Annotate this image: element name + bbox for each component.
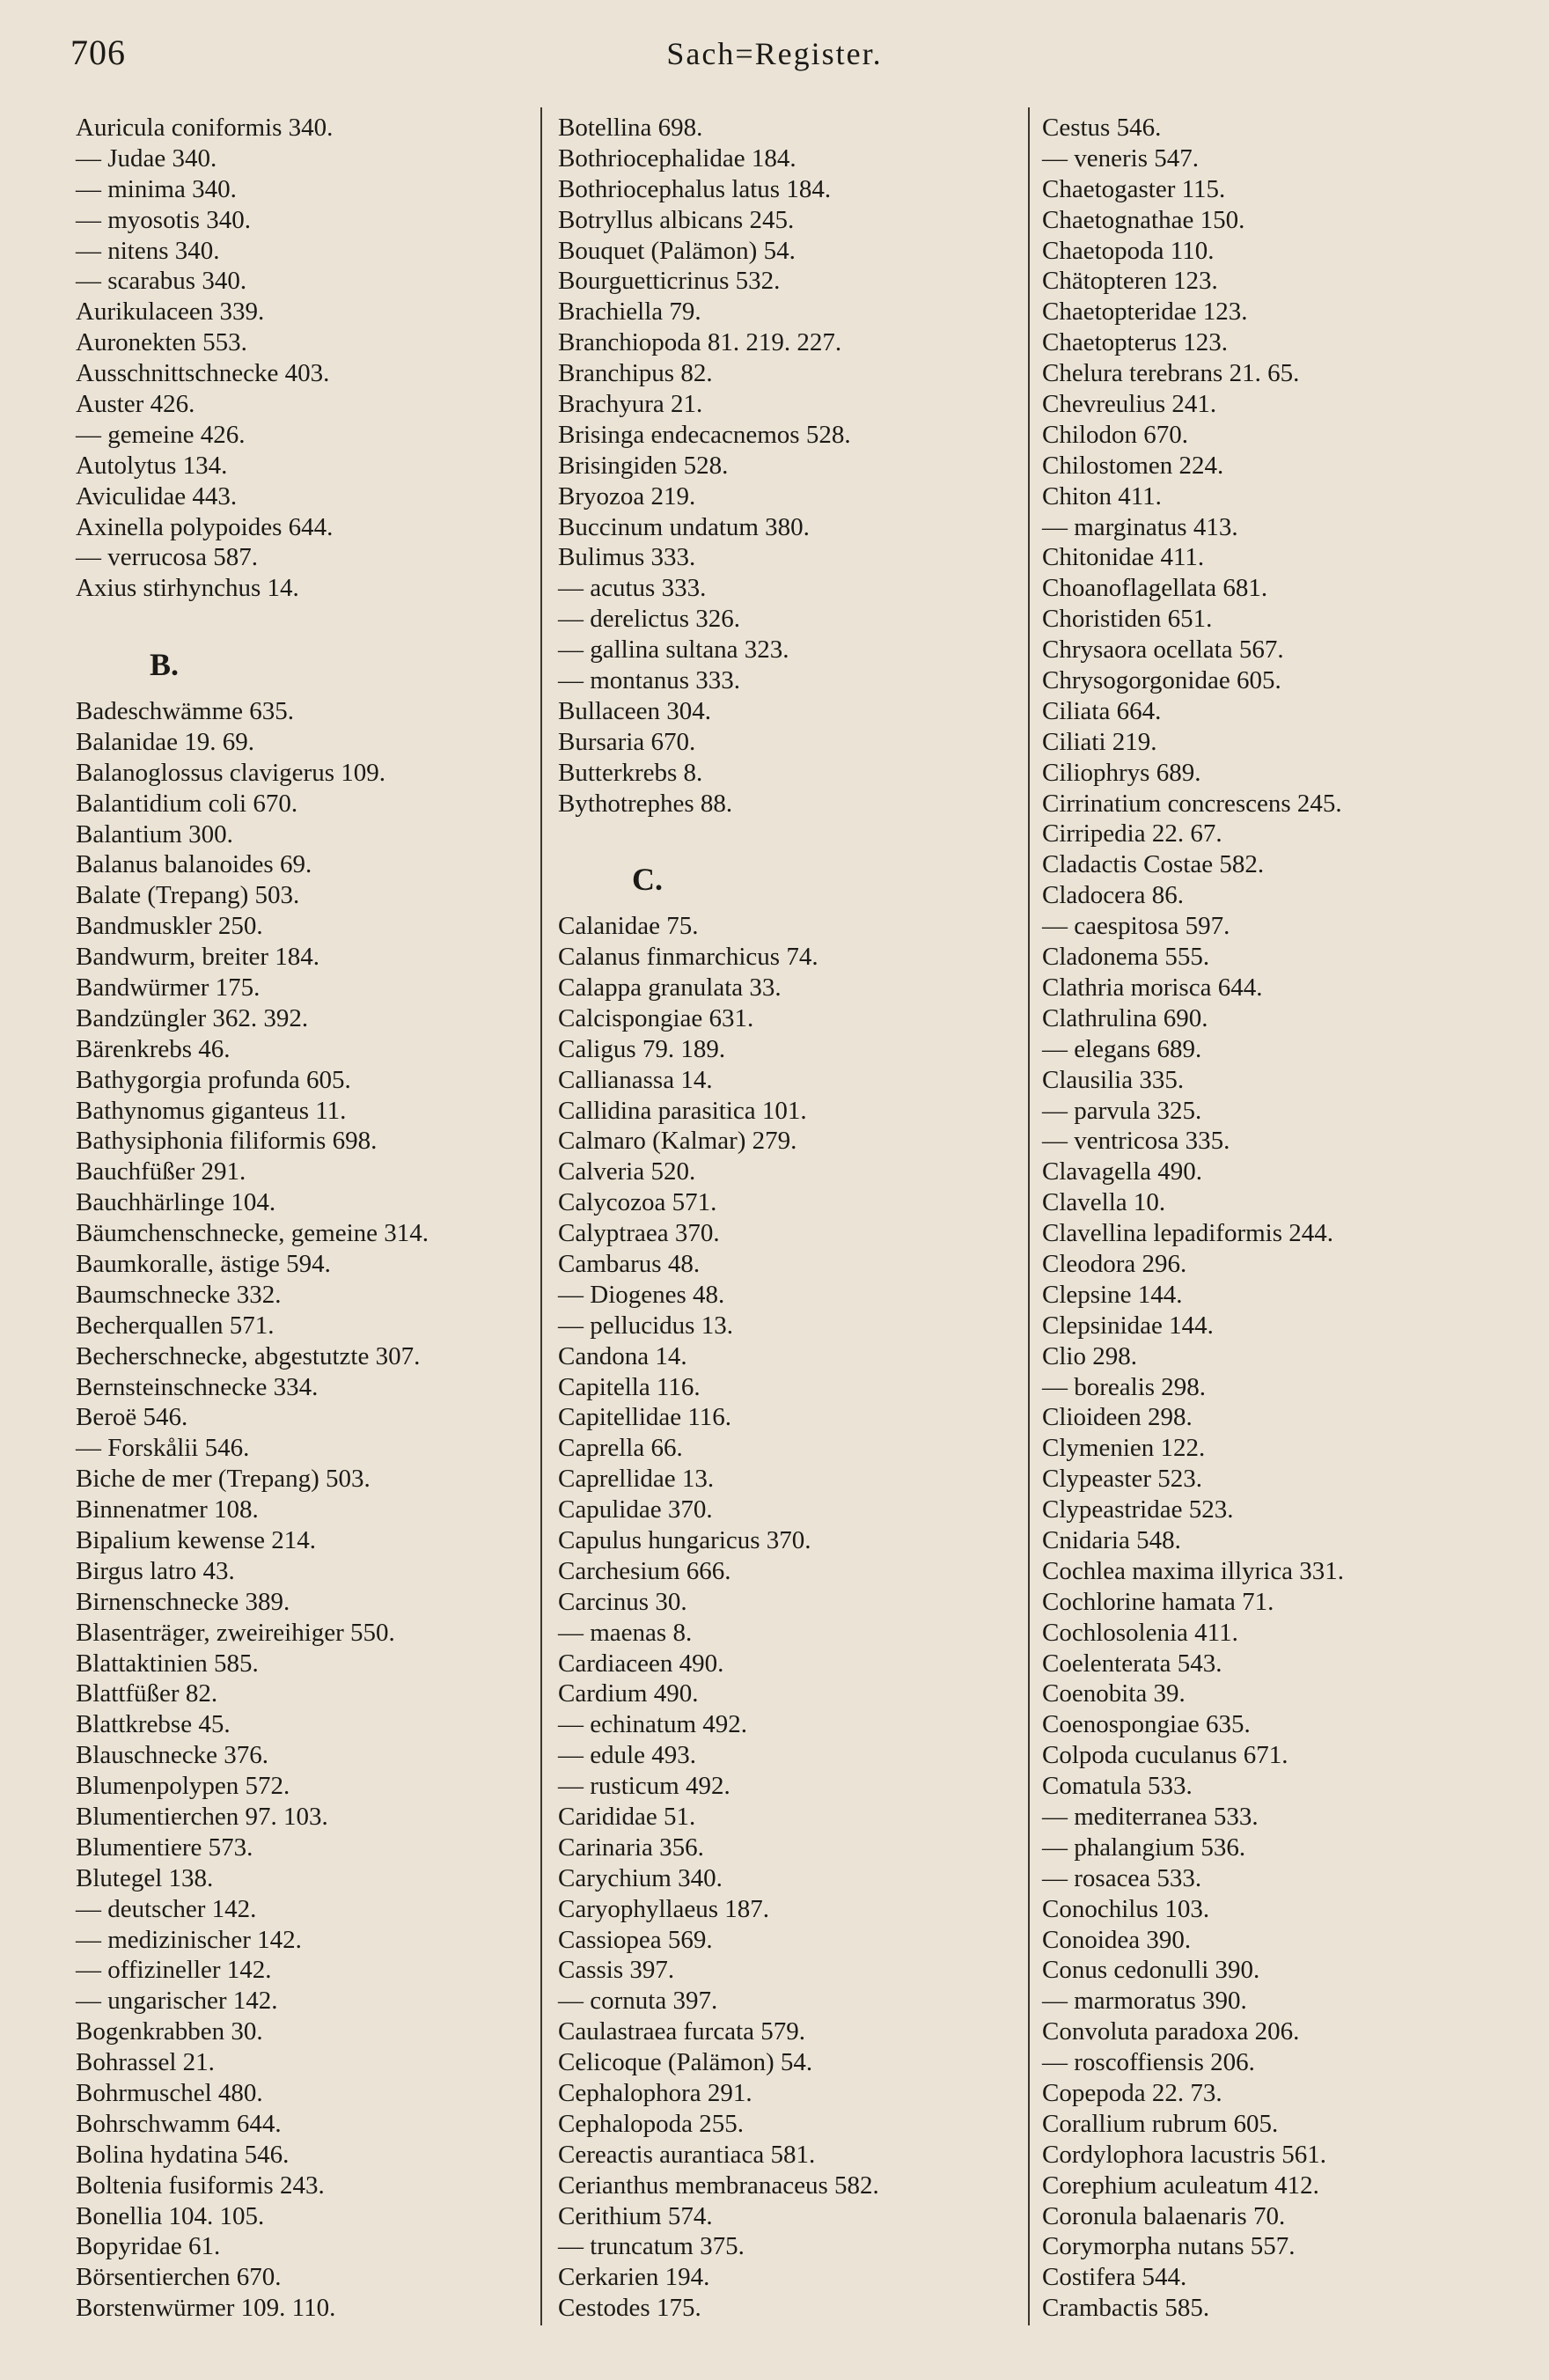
index-entry: Aviculidae 443. — [76, 481, 238, 511]
index-entry: Bothriocephalidae 184. — [558, 143, 797, 173]
index-entry: Calycozoa 571. — [558, 1188, 717, 1217]
index-entry: Clathrulina 690. — [1042, 1003, 1208, 1032]
index-entry: — marmoratus 390. — [1042, 1987, 1247, 2016]
section-spacer — [76, 604, 533, 635]
index-entry: Bohrmuschel 480. — [76, 2079, 263, 2108]
index-entry: Bourguetticrinus 532. — [558, 267, 781, 296]
index-column-1 — [76, 113, 533, 2324]
index-entry: Carychium 340. — [558, 1863, 723, 1892]
index-entry: Cephalophora 291. — [558, 2079, 752, 2108]
index-entry: Chaetogaster 115. — [1042, 174, 1226, 203]
index-entry: Clymenien 122. — [1042, 1434, 1206, 1463]
index-entry: Bohrassel 21. — [76, 2048, 215, 2077]
index-entry: Chitonidae 411. — [1042, 543, 1205, 572]
index-entry: Calmaro (Kalmar) 279. — [558, 1127, 797, 1156]
index-entry: Cochlosolenia 411. — [1042, 1618, 1238, 1647]
index-entry: Clioideen 298. — [1042, 1403, 1193, 1432]
index-entry: — medizinischer 142. — [76, 1925, 302, 1954]
index-entry: — parvula 325. — [1042, 1096, 1202, 1125]
index-entry: Colpoda cuculanus 671. — [1042, 1741, 1288, 1770]
index-entry: Auronekten 553. — [76, 328, 247, 357]
index-entry: Biche de mer (Trepang) 503. — [76, 1465, 371, 1494]
index-entry: — maenas 8. — [558, 1618, 693, 1647]
index-entry: Blumentiere 573. — [76, 1833, 253, 1862]
index-entry: Beroë 546. — [76, 1403, 188, 1432]
section-letter-heading: C. — [632, 862, 663, 898]
index-entry: Cirrinatium concrescens 245. — [1042, 789, 1342, 818]
index-entry: Becherquallen 571. — [76, 1311, 275, 1340]
index-entry: Ciliophrys 689. — [1042, 758, 1201, 787]
index-entry: — montanus 333. — [558, 666, 741, 695]
index-entry: Cleodora 296. — [1042, 1249, 1187, 1278]
index-entry: Coronula balaenaris 70. — [1042, 2201, 1286, 2230]
index-entry: — derelictus 326. — [558, 605, 740, 634]
index-entry: — rusticum 492. — [558, 1772, 730, 1801]
index-entry: Cerithium 574. — [558, 2201, 713, 2230]
index-entry: Blattaktinien 585. — [76, 1649, 259, 1678]
index-entry: Caprella 66. — [558, 1434, 683, 1463]
index-entry: — nitens 340. — [76, 236, 220, 265]
index-entry: Cerianthus membranaceus 582. — [558, 2171, 879, 2200]
index-entry: — verrucosa 587. — [76, 543, 258, 572]
index-entry: Cassis 397. — [558, 1956, 675, 1985]
index-entry: Coenospongiae 635. — [1042, 1710, 1251, 1739]
index-entry: Bipalium kewense 214. — [76, 1525, 317, 1554]
index-entry: Copepoda 22. 73. — [1042, 2079, 1222, 2107]
index-entry: Bonellia 104. 105. — [76, 2201, 265, 2230]
index-entry: Brachyura 21. — [558, 390, 703, 419]
index-entry: — gallina sultana 323. — [558, 635, 789, 665]
index-entry: Conochilus 103. — [1042, 1894, 1210, 1923]
index-entry: Cambarus 48. — [558, 1249, 701, 1278]
index-entry: Balanus balanoides 69. — [76, 850, 312, 879]
index-entry: Clathria morisca 644. — [1042, 973, 1263, 1002]
index-entry: Candona 14. — [558, 1341, 687, 1370]
index-entry: Bernsteinschnecke 334. — [76, 1372, 319, 1401]
index-entry: Borstenwürmer 109. 110. — [76, 2294, 336, 2323]
index-entry: Blattfüßer 82. — [76, 1679, 218, 1708]
index-entry: — gemeine 426. — [76, 420, 246, 449]
index-entry: Brisinga endecacnemos 528. — [558, 420, 851, 449]
index-entry: — cornuta 397. — [558, 1987, 718, 2016]
index-entry: Bothriocephalus latus 184. — [558, 174, 832, 203]
index-entry: — borealis 298. — [1042, 1372, 1207, 1401]
index-entry: Chaetopteridae 123. — [1042, 298, 1248, 327]
index-entry: — ventricosa 335. — [1042, 1127, 1230, 1156]
index-entry: Baumkoralle, ästige 594. — [76, 1249, 331, 1278]
index-entry: Corephium aculeatum 412. — [1042, 2171, 1319, 2200]
index-entry: Capitellidae 116. — [558, 1403, 732, 1432]
index-entry: Binnenatmer 108. — [76, 1495, 259, 1524]
index-entry: Botryllus albicans 245. — [558, 205, 795, 234]
index-entry: Clavella 10. — [1042, 1188, 1166, 1217]
index-entry: Chilostomen 224. — [1042, 451, 1224, 480]
index-entry: Boltenia fusiformis 243. — [76, 2171, 325, 2200]
index-entry: — phalangium 536. — [1042, 1833, 1246, 1862]
index-entry: Auricula coniformis 340. — [76, 114, 334, 142]
index-column-3 — [1042, 113, 1535, 2324]
index-entry: Bauchfüßer 291. — [76, 1157, 246, 1186]
index-entry: Calanus finmarchicus 74. — [558, 943, 819, 972]
index-entry: Blumenpolypen 572. — [76, 1772, 290, 1801]
index-entry: Chätopteren 123. — [1042, 267, 1218, 296]
index-entry: Capulus hungaricus 370. — [558, 1525, 811, 1554]
index-entry: Chevreulius 241. — [1042, 390, 1217, 419]
index-entry: Axinella polypoides 644. — [76, 512, 334, 541]
index-entry: Ciliata 664. — [1042, 696, 1162, 725]
index-entry: — acutus 333. — [558, 574, 707, 603]
index-entry: — marginatus 413. — [1042, 512, 1238, 541]
index-entry: Chrysaora ocellata 567. — [1042, 635, 1284, 665]
index-entry: Aurikulaceen 339. — [76, 298, 265, 327]
index-entry: Conoidea 390. — [1042, 1925, 1192, 1954]
index-entry: Bandmuskler 250. — [76, 912, 263, 941]
index-entry: Caligus 79. 189. — [558, 1034, 726, 1063]
index-column-2 — [558, 113, 1016, 2324]
index-entry: — ungarischer 142. — [76, 1987, 278, 2016]
index-entry: Blasenträger, zweireihiger 550. — [76, 1618, 395, 1647]
section-spacer — [558, 819, 1016, 849]
index-entry: — echinatum 492. — [558, 1710, 748, 1739]
index-entry: Branchiopoda 81. 219. 227. — [558, 328, 842, 357]
index-entry: Capulidae 370. — [558, 1495, 713, 1524]
index-entry: — edule 493. — [558, 1741, 697, 1770]
index-entry: Carchesium 666. — [558, 1556, 731, 1585]
section-letter-heading: B. — [150, 647, 180, 683]
index-entry: — veneris 547. — [1042, 143, 1199, 173]
index-entry: Cardium 490. — [558, 1679, 699, 1708]
index-entry: Clypeaster 523. — [1042, 1465, 1203, 1494]
page-number: 706 — [70, 33, 126, 72]
index-entry: Carcinus 30. — [558, 1587, 687, 1616]
index-entry: Celicoque (Palämon) 54. — [558, 2048, 813, 2077]
index-entry: Caulastraea furcata 579. — [558, 2017, 805, 2046]
index-entry: Coelenterata 543. — [1042, 1649, 1222, 1678]
index-entry: Bandwürmer 175. — [76, 973, 261, 1002]
index-entry: Blattkrebse 45. — [76, 1710, 231, 1739]
index-entry: Cirripedia 22. 67. — [1042, 819, 1222, 848]
index-entry: Chilodon 670. — [1042, 420, 1188, 449]
index-entry: Botellina 698. — [558, 114, 703, 142]
index-entry: Bärenkrebs 46. — [76, 1034, 231, 1063]
index-entry: Cnidaria 548. — [1042, 1525, 1181, 1554]
index-entry: — deutscher 142. — [76, 1894, 257, 1923]
index-entry: Cordylophora lacustris 561. — [1042, 2140, 1326, 2169]
index-entry: Corymorpha nutans 557. — [1042, 2232, 1296, 2261]
index-entry: Cladactis Costae 582. — [1042, 850, 1265, 879]
index-entry: Corallium rubrum 605. — [1042, 2109, 1279, 2138]
index-entry: Auster 426. — [76, 390, 195, 419]
index-entry: Calyptraea 370. — [558, 1219, 720, 1248]
index-entry: Chelura terebrans 21. 65. — [1042, 359, 1300, 388]
index-entry: Coenobita 39. — [1042, 1679, 1186, 1708]
index-entry: — offizineller 142. — [76, 1956, 272, 1985]
index-entry: — roscoffiensis 206. — [1042, 2048, 1255, 2077]
index-entry: Cerkarien 194. — [558, 2263, 710, 2292]
index-entry: Badeschwämme 635. — [76, 696, 295, 725]
index-entry: — caespitosa 597. — [1042, 912, 1230, 941]
index-entry: Bauchhärlinge 104. — [76, 1188, 276, 1217]
index-entry: — truncatum 375. — [558, 2232, 745, 2261]
index-entry: — mediterranea 533. — [1042, 1802, 1259, 1831]
index-entry: Balanoglossus clavigerus 109. — [76, 758, 385, 787]
index-entry: — pellucidus 13. — [558, 1311, 733, 1340]
index-entry: Birgus latro 43. — [76, 1556, 235, 1585]
index-entry: Bulimus 333. — [558, 543, 696, 572]
index-entry: — elegans 689. — [1042, 1034, 1202, 1063]
index-entry: Bolina hydatina 546. — [76, 2140, 290, 2169]
index-entry: Calcispongiae 631. — [558, 1003, 754, 1032]
index-entry: Axius stirhynchus 14. — [76, 574, 299, 603]
index-entry: — myosotis 340. — [76, 205, 251, 234]
index-entry: Balantidium coli 670. — [76, 789, 298, 818]
index-entry: Cestus 546. — [1042, 114, 1162, 142]
index-entry: Callidina parasitica 101. — [558, 1096, 807, 1125]
index-entry: Bohrschwamm 644. — [76, 2109, 282, 2138]
index-entry: — Diogenes 48. — [558, 1280, 725, 1309]
index-entry: Brachiella 79. — [558, 298, 701, 327]
index-entry: Bandwurm, breiter 184. — [76, 943, 320, 972]
index-entry: Blauschnecke 376. — [76, 1741, 269, 1770]
index-entry: Cereactis aurantiaca 581. — [558, 2140, 816, 2169]
index-entry: Calappa granulata 33. — [558, 973, 782, 1002]
index-entry: Ciliati 219. — [1042, 727, 1157, 756]
index-entry: Balate (Trepang) 503. — [76, 881, 300, 910]
index-entry: Chrysogorgonidae 605. — [1042, 666, 1281, 695]
column-rule — [540, 107, 542, 2325]
index-entry: Brisingiden 528. — [558, 451, 729, 480]
index-entry: Börsentierchen 670. — [76, 2263, 282, 2292]
column-rule — [1028, 107, 1030, 2325]
index-entry: Bathynomus giganteus 11. — [76, 1096, 347, 1125]
index-entry: Callianassa 14. — [558, 1065, 713, 1094]
index-entry: Caprellidae 13. — [558, 1465, 715, 1494]
index-entry: Choanoflagellata 681. — [1042, 574, 1268, 603]
index-entry: Calveria 520. — [558, 1157, 696, 1186]
index-entry: Bäumchenschnecke, gemeine 314. — [76, 1219, 429, 1248]
index-entry: Conus cedonulli 390. — [1042, 1956, 1260, 1985]
index-entry: Crambactis 585. — [1042, 2294, 1210, 2323]
index-entry: Clavellina lepadiformis 244. — [1042, 1219, 1334, 1248]
index-entry: — rosacea 533. — [1042, 1863, 1202, 1892]
index-entry: Clausilia 335. — [1042, 1065, 1185, 1094]
index-entry: Clepsinidae 144. — [1042, 1311, 1214, 1340]
index-entry: — Judae 340. — [76, 143, 217, 173]
index-entry: Becherschnecke, abgestutzte 307. — [76, 1341, 421, 1370]
index-entry: Balanidae 19. 69. — [76, 727, 254, 756]
index-entry: Birnenschnecke 389. — [76, 1587, 290, 1616]
index-entry: Calanidae 75. — [558, 912, 699, 941]
index-entry: Buccinum undatum 380. — [558, 512, 810, 541]
index-entry: Clepsine 144. — [1042, 1280, 1183, 1309]
index-entry: Bogenkrabben 30. — [76, 2017, 263, 2046]
index-entry: Chaetopoda 110. — [1042, 236, 1215, 265]
index-entry: Bathygorgia profunda 605. — [76, 1065, 351, 1094]
index-entry: Cephalopoda 255. — [558, 2109, 745, 2138]
index-entry: Blumentierchen 97. 103. — [76, 1803, 328, 1831]
index-entry: Bathysiphonia filiformis 698. — [76, 1127, 378, 1156]
index-entry: Butterkrebs 8. — [558, 758, 703, 787]
index-entry: Ausschnittschnecke 403. — [76, 359, 330, 388]
index-entry: Autolytus 134. — [76, 451, 228, 480]
index-entry: — minima 340. — [76, 174, 237, 203]
index-entry: Capitella 116. — [558, 1372, 701, 1401]
index-entry: Clypeastridae 523. — [1042, 1495, 1234, 1524]
index-entry: Convoluta paradoxa 206. — [1042, 2017, 1300, 2046]
index-entry: Bopyridae 61. — [76, 2232, 221, 2261]
index-entry: Chaetopterus 123. — [1042, 328, 1229, 357]
index-entry: Cassiopea 569. — [558, 1925, 713, 1954]
index-entry: Cladocera 86. — [1042, 881, 1185, 910]
index-entry: Bythotrephes 88. — [558, 789, 733, 818]
index-entry: Cochlea maxima illyrica 331. — [1042, 1556, 1345, 1585]
index-entry: Bullaceen 304. — [558, 696, 711, 725]
index-entry: Chiton 411. — [1042, 481, 1162, 511]
index-entry: Bouquet (Palämon) 54. — [558, 236, 796, 265]
index-entry: Cochlorine hamata 71. — [1042, 1587, 1274, 1616]
index-entry: Cestodes 175. — [558, 2294, 701, 2323]
index-entry: Clio 298. — [1042, 1341, 1137, 1370]
index-entry: Bursaria 670. — [558, 727, 696, 756]
index-entry: Blutegel 138. — [76, 1863, 214, 1892]
index-entry: Choristiden 651. — [1042, 605, 1213, 634]
index-entry: — scarabus 340. — [76, 267, 247, 296]
running-head: Sach=Register. — [666, 36, 883, 71]
index-entry: Costifera 544. — [1042, 2263, 1187, 2292]
index-entry: Carinaria 356. — [558, 1833, 704, 1862]
index-entry: Branchipus 82. — [558, 359, 713, 388]
index-entry: Balantium 300. — [76, 819, 233, 848]
index-entry: Carididae 51. — [558, 1803, 696, 1831]
index-entry: — Forskålii 546. — [76, 1434, 250, 1463]
index-entry: Chaetognathae 150. — [1042, 205, 1245, 234]
index-entry: Cardiaceen 490. — [558, 1649, 724, 1678]
index-entry: Bandzüngler 362. 392. — [76, 1003, 309, 1032]
index-entry: Comatula 533. — [1042, 1772, 1193, 1801]
index-entry: Caryophyllaeus 187. — [558, 1894, 770, 1923]
index-entry: Cladonema 555. — [1042, 943, 1210, 972]
index-entry: Baumschnecke 332. — [76, 1280, 282, 1309]
index-entry: Bryozoa 219. — [558, 481, 696, 511]
index-entry: Clavagella 490. — [1042, 1157, 1203, 1186]
